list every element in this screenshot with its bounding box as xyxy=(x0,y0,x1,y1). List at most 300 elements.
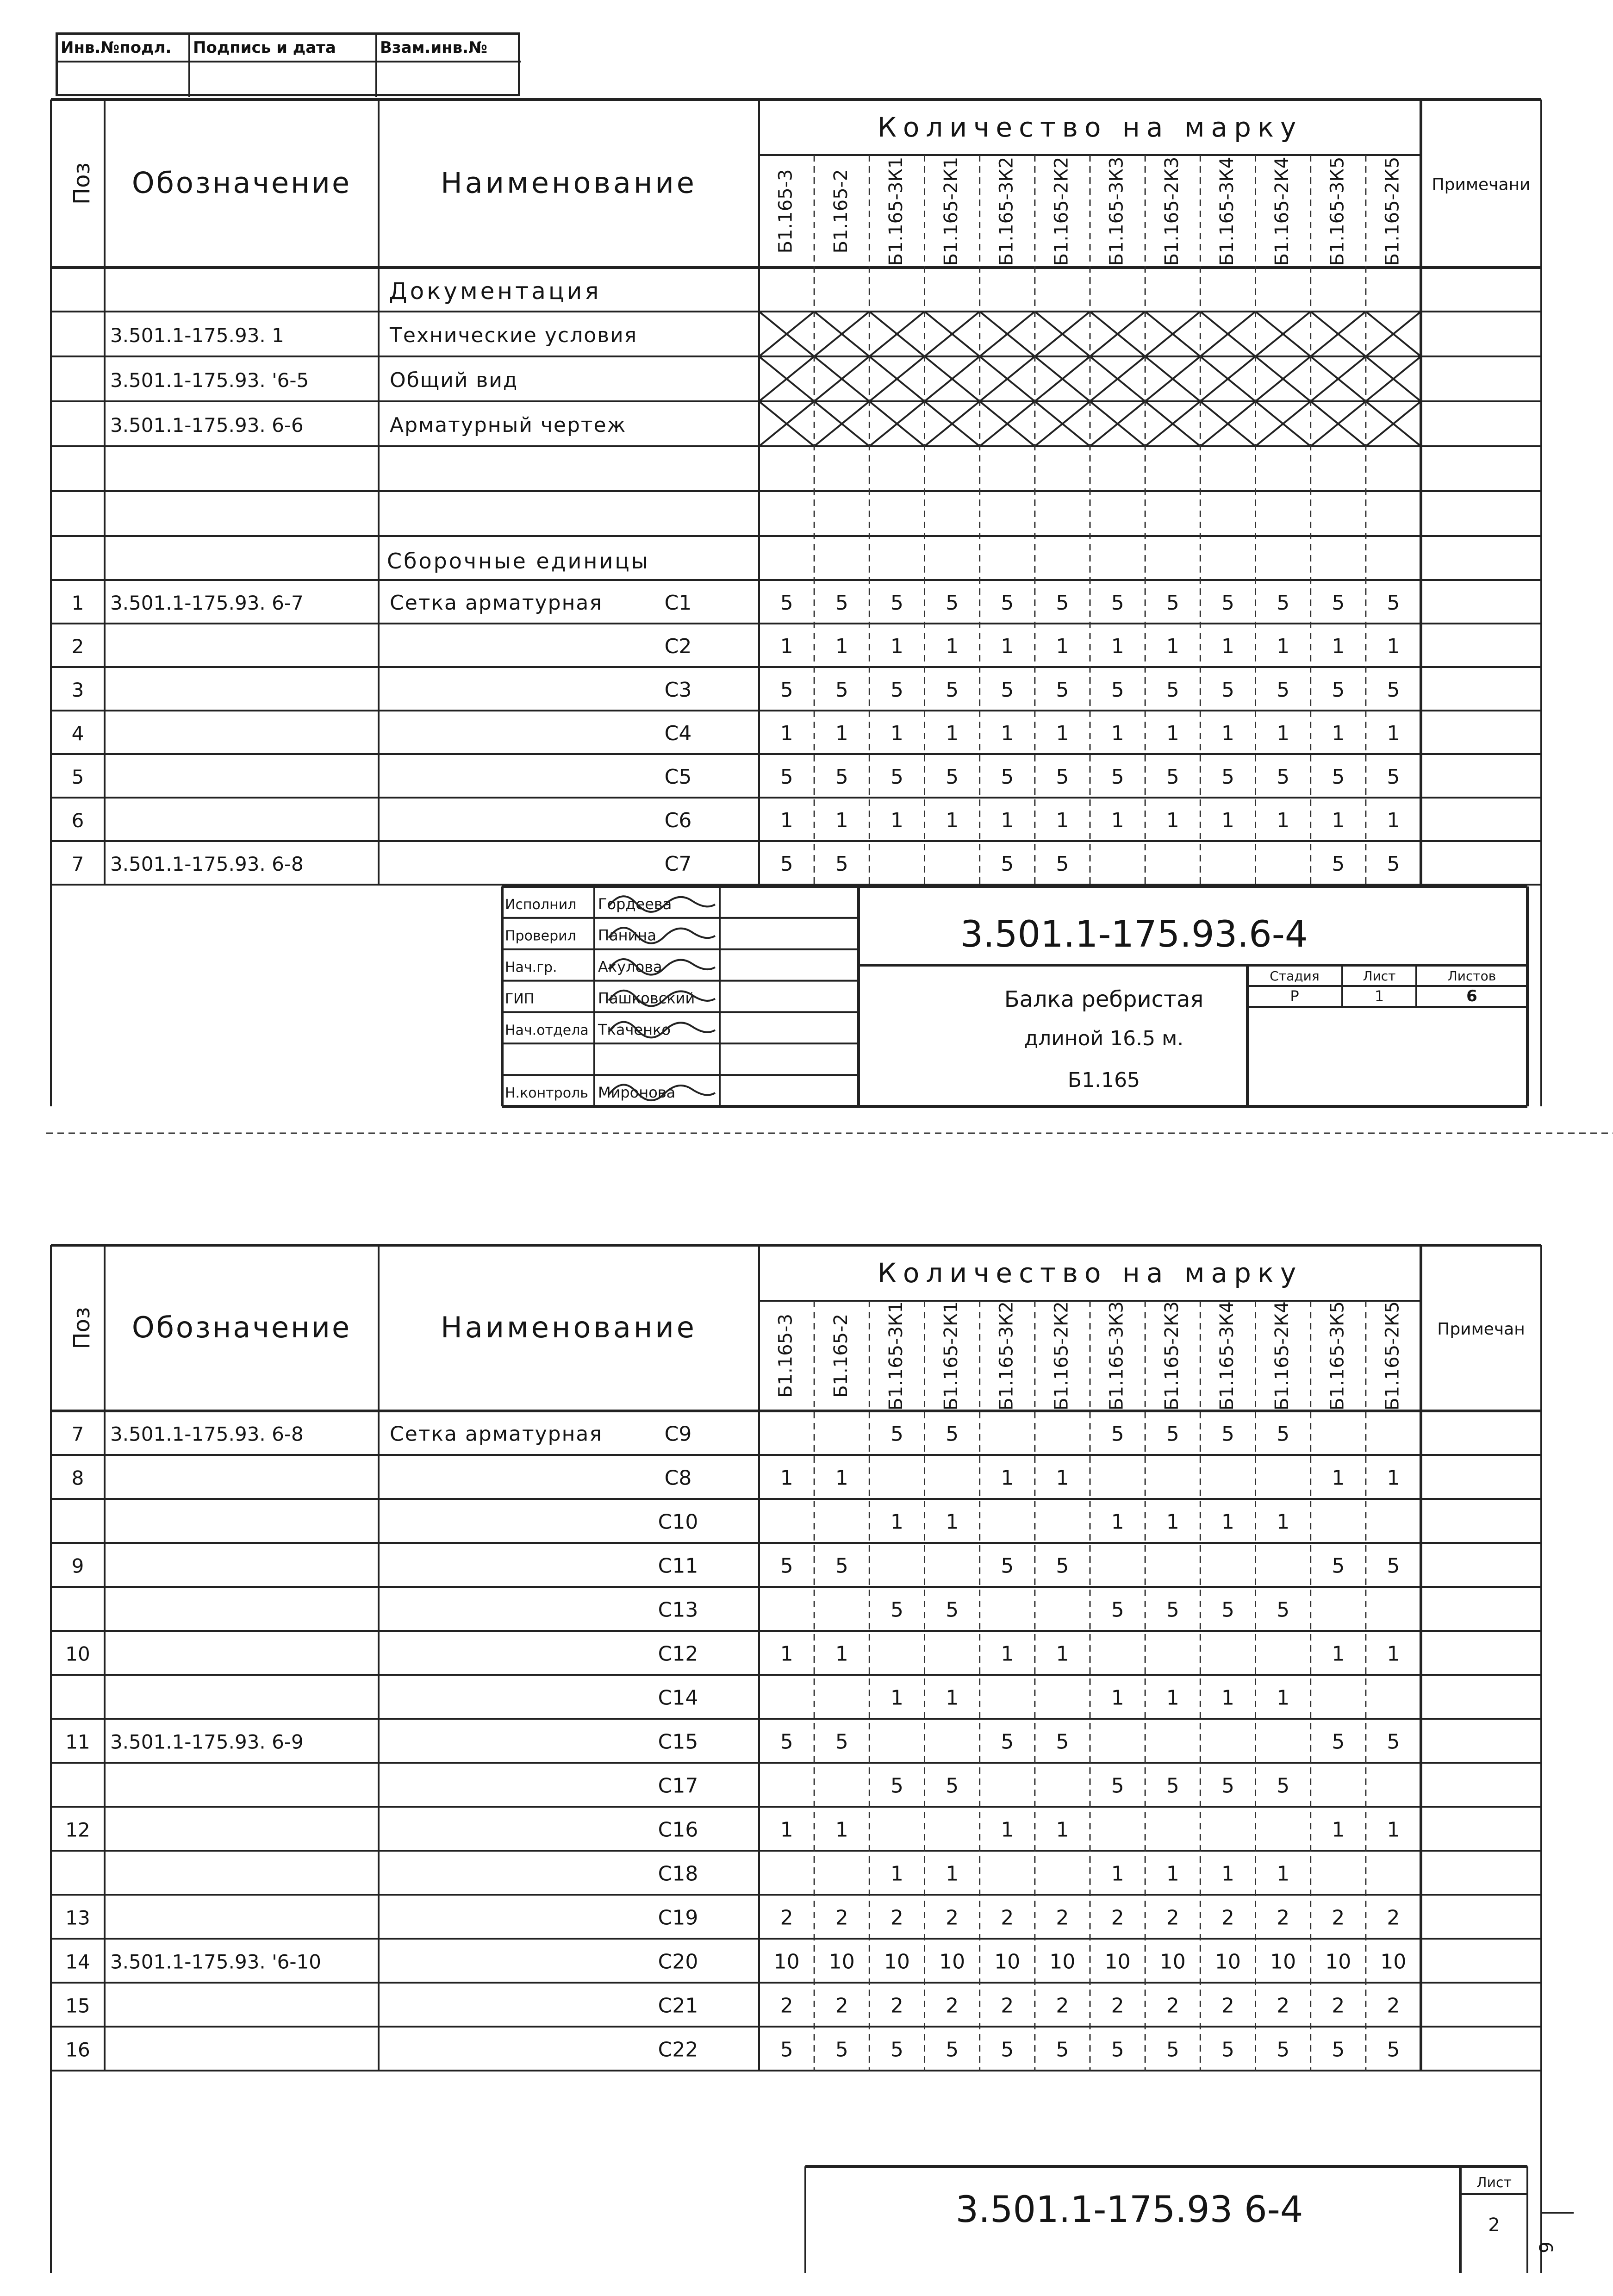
s2-qty-value: 10 xyxy=(1325,1950,1351,1974)
s2-row-code: С19 xyxy=(658,1906,698,1930)
s2-qty-value: 1 xyxy=(1166,1510,1179,1534)
s1-mark-4: Б1.165-2К1 xyxy=(940,156,962,266)
s1-row-oboz: 3.501.1-175.93. 6-8 xyxy=(110,852,304,875)
s1-qty-value: 1 xyxy=(1056,634,1069,658)
s1-qty-value: 1 xyxy=(835,721,848,745)
s1-qty-value: 1 xyxy=(1001,634,1014,658)
s2-qty-value: 1 xyxy=(1221,1510,1234,1534)
s2-qty-value: 2 xyxy=(946,1906,959,1930)
s2-qty-value: 5 xyxy=(890,1774,903,1798)
s1-qty-value: 5 xyxy=(835,852,848,876)
s1-qty-value: 5 xyxy=(1111,591,1124,615)
s1-prim-header: Примечани xyxy=(1432,175,1531,194)
s2-qty-value: 5 xyxy=(1001,1730,1014,1754)
s2-qty-value: 1 xyxy=(1387,1642,1400,1666)
s2-qty-value: 1 xyxy=(1277,1862,1290,1886)
s1-tb-role: Нач.отдела xyxy=(505,1022,589,1039)
s2-mark-1: Б1.165-3 xyxy=(775,1314,797,1398)
s2-qty-value: 2 xyxy=(1166,1994,1179,2018)
s2-qty-value: 1 xyxy=(946,1510,959,1534)
s2-qty-value: 5 xyxy=(1332,2038,1345,2062)
s2-qty-value: 5 xyxy=(1166,1774,1179,1798)
s2-qty-value: 5 xyxy=(1387,2038,1400,2062)
s2-qty-value: 2 xyxy=(1111,1994,1124,2018)
s2-qty-value: 5 xyxy=(1387,1730,1400,1754)
s1-row-naim: Сетка арматурная xyxy=(390,591,603,615)
s2-qty-value: 1 xyxy=(1221,1686,1234,1710)
s2-qty-value: 5 xyxy=(1056,2038,1069,2062)
s2-row-pos: 8 xyxy=(71,1466,84,1490)
s1-qty-value: 1 xyxy=(1332,808,1345,832)
s2-qty-value: 5 xyxy=(1221,1774,1234,1798)
s1-qty-value: 5 xyxy=(1111,765,1124,789)
s1-tb-name: Гордеева xyxy=(598,895,672,913)
s1-qty-value: 5 xyxy=(1332,678,1345,702)
s2-qty-value: 5 xyxy=(1166,1422,1179,1446)
s1-qty-value: 5 xyxy=(1221,765,1234,789)
s2-row-oboz: 3.501.1-175.93. 6-8 xyxy=(110,1423,304,1446)
s2-qty-value: 5 xyxy=(1111,1598,1124,1622)
s1-qty-value: 1 xyxy=(780,721,793,745)
s1-mark-12: Б1.165-2К5 xyxy=(1382,156,1403,266)
s2-qty-value: 5 xyxy=(780,1554,793,1578)
s1-qty-value: 5 xyxy=(1056,591,1069,615)
s1-qty-value: 1 xyxy=(946,634,959,658)
s1-kol-header: Количество на марку xyxy=(877,112,1303,143)
s2-qty-value: 1 xyxy=(1277,1510,1290,1534)
s2-qty-value: 1 xyxy=(780,1466,793,1490)
s1-row-oboz: 3.501.1-175.93. '6-5 xyxy=(110,368,309,392)
s1-qty-value: 5 xyxy=(1001,852,1014,876)
s1-mark-7: Б1.165-3К3 xyxy=(1106,156,1127,266)
s2-qty-value: 1 xyxy=(1111,1686,1124,1710)
s1-qty-value: 5 xyxy=(1001,765,1014,789)
s1-tb-name: Ткаченко xyxy=(598,1021,671,1039)
s1-qty-value: 1 xyxy=(1277,721,1290,745)
s2-qty-value: 2 xyxy=(1221,1906,1234,1930)
s2-qty-value: 5 xyxy=(835,1554,848,1578)
s1-qty-value: 1 xyxy=(946,721,959,745)
s2-qty-value: 2 xyxy=(1056,1994,1069,2018)
s2-qty-value: 2 xyxy=(890,1994,903,2018)
s1-title-line-1: Балка ребристая xyxy=(1004,986,1204,1012)
s2-pos-header: Поз xyxy=(69,1307,95,1349)
s2-row-pos: 12 xyxy=(65,1818,90,1841)
s2-row-code: С22 xyxy=(658,2038,698,2062)
s2-qty-value: 5 xyxy=(1277,1774,1290,1798)
s2-qty-value: 1 xyxy=(1001,1466,1014,1490)
s2-qty-value: 5 xyxy=(1111,1774,1124,1798)
s1-row-naim: Технические условия xyxy=(390,323,638,347)
s1-qty-value: 5 xyxy=(1166,765,1179,789)
s2-qty-value: 10 xyxy=(1049,1950,1076,1974)
s1-tb-role: Исполнил xyxy=(505,896,577,913)
s2-qty-value: 5 xyxy=(1221,1422,1234,1446)
s2-qty-value: 5 xyxy=(1166,1598,1179,1622)
s1-qty-value: 5 xyxy=(780,678,793,702)
s1-stadia-label: Стадия xyxy=(1270,968,1320,984)
s1-row-oboz: 3.501.1-175.93. 6-6 xyxy=(110,413,304,437)
s2-mark-3: Б1.165-3К1 xyxy=(885,1301,907,1410)
s1-row-code: С3 xyxy=(664,678,692,702)
s1-qty-value: 1 xyxy=(1111,634,1124,658)
s1-qty-value: 5 xyxy=(1111,678,1124,702)
s1-qty-value: 1 xyxy=(835,808,848,832)
s1-tb-role: ГИП xyxy=(505,991,535,1007)
s1-qty-value: 5 xyxy=(1387,852,1400,876)
s2-qty-value: 1 xyxy=(1332,1466,1345,1490)
s2-qty-value: 1 xyxy=(1166,1862,1179,1886)
s1-qty-value: 1 xyxy=(1001,808,1014,832)
s2-qty-value: 1 xyxy=(1056,1818,1069,1842)
s1-qty-value: 1 xyxy=(1387,808,1400,832)
s2-qty-value: 10 xyxy=(828,1950,855,1974)
s2-qty-value: 2 xyxy=(1332,1994,1345,2018)
s2-qty-value: 1 xyxy=(1332,1642,1345,1666)
s2-qty-value: 5 xyxy=(946,1422,959,1446)
s1-tb-role: Н.контроль xyxy=(505,1085,588,1101)
s1-mark-6: Б1.165-2К2 xyxy=(1051,156,1072,266)
s1-listov-label: Листов xyxy=(1447,968,1496,984)
s1-tb-role: Проверил xyxy=(505,928,576,944)
s2-qty-value: 1 xyxy=(1221,1862,1234,1886)
s2-row-code: С14 xyxy=(658,1686,698,1710)
s1-row-code: С1 xyxy=(664,591,692,615)
s2-list-label: Лист xyxy=(1476,2175,1512,2191)
s1-qty-value: 5 xyxy=(835,591,848,615)
s2-qty-value: 1 xyxy=(780,1642,793,1666)
s2-qty-value: 5 xyxy=(1111,1422,1124,1446)
s2-qty-value: 1 xyxy=(1056,1642,1069,1666)
sheet-2 xyxy=(0,1148,1613,2296)
s2-row-pos: 16 xyxy=(65,2038,90,2061)
s1-row-code: С5 xyxy=(664,765,692,789)
s2-qty-value: 1 xyxy=(890,1862,903,1886)
stamp-inv-label: Инв.№подл. xyxy=(58,35,190,61)
s2-qty-value: 1 xyxy=(1056,1466,1069,1490)
s1-row-code: С7 xyxy=(664,852,692,876)
s2-mark-10: Б1.165-2К4 xyxy=(1271,1301,1293,1410)
s2-qty-value: 10 xyxy=(884,1950,910,1974)
s2-mark-5: Б1.165-3К2 xyxy=(996,1301,1017,1410)
s2-qty-value: 10 xyxy=(994,1950,1021,1974)
s2-qty-value: 1 xyxy=(1111,1510,1124,1534)
s2-qty-value: 1 xyxy=(1387,1818,1400,1842)
s1-qty-value: 1 xyxy=(1166,808,1179,832)
s2-mark-6: Б1.165-2К2 xyxy=(1051,1301,1072,1410)
s2-qty-value: 1 xyxy=(835,1642,848,1666)
s2-qty-value: 5 xyxy=(890,1598,903,1622)
s1-tb-name: Панина xyxy=(598,926,656,944)
s2-row-code: С11 xyxy=(658,1554,698,1578)
s2-row-oboz: 3.501.1-175.93. '6-10 xyxy=(110,1950,321,1973)
s2-qty-value: 2 xyxy=(1277,1906,1290,1930)
s1-qty-value: 5 xyxy=(835,765,848,789)
s1-qty-value: 5 xyxy=(1001,678,1014,702)
s2-row-code: С9 xyxy=(664,1422,692,1446)
s1-qty-value: 5 xyxy=(1332,765,1345,789)
s2-kol-header: Количество на марку xyxy=(877,1257,1303,1289)
s2-mark-9: Б1.165-3К4 xyxy=(1216,1301,1238,1410)
s1-qty-value: 5 xyxy=(890,591,903,615)
s1-qty-value: 5 xyxy=(1166,591,1179,615)
s2-row-code: С21 xyxy=(658,1994,698,2018)
s2-row-code: С18 xyxy=(658,1862,698,1886)
s2-qty-value: 1 xyxy=(946,1686,959,1710)
s1-row-pos: 7 xyxy=(71,852,84,875)
s2-qty-value: 1 xyxy=(1332,1818,1345,1842)
s1-qty-value: 5 xyxy=(1387,765,1400,789)
s2-qty-value: 1 xyxy=(1277,1686,1290,1710)
s1-qty-value: 1 xyxy=(1056,808,1069,832)
s2-qty-value: 5 xyxy=(1001,2038,1014,2062)
s1-qty-value: 5 xyxy=(1001,591,1014,615)
s1-mark-9: Б1.165-3К4 xyxy=(1216,156,1238,266)
s1-tb-name: Акулова xyxy=(598,958,662,976)
s2-qty-value: 5 xyxy=(780,1730,793,1754)
s1-qty-value: 1 xyxy=(946,808,959,832)
s2-qty-value: 5 xyxy=(1056,1554,1069,1578)
s2-mark-11: Б1.165-3К5 xyxy=(1327,1301,1348,1410)
s2-row-pos: 9 xyxy=(71,1554,84,1578)
s1-row-pos: 5 xyxy=(71,765,84,788)
s1-qty-value: 5 xyxy=(835,678,848,702)
s1-qty-value: 1 xyxy=(1056,721,1069,745)
s1-mark-2: Б1.165-2 xyxy=(830,169,852,254)
s1-section-asm: Сборочные единицы xyxy=(386,549,650,574)
s1-qty-value: 5 xyxy=(946,678,959,702)
s1-qty-value: 1 xyxy=(1387,634,1400,658)
s2-qty-value: 2 xyxy=(780,1906,793,1930)
s2-qty-value: 5 xyxy=(1001,1554,1014,1578)
s1-row-naim: Арматурный чертеж xyxy=(390,413,627,437)
s2-qty-value: 5 xyxy=(1111,2038,1124,2062)
s2-mark-7: Б1.165-3К3 xyxy=(1106,1301,1127,1410)
s2-row-oboz: 3.501.1-175.93. 6-9 xyxy=(110,1730,304,1753)
s1-title-line-3: Б1.165 xyxy=(1067,1068,1140,1092)
s2-qty-value: 2 xyxy=(1387,1994,1400,2018)
s2-qty-value: 5 xyxy=(1166,2038,1179,2062)
s1-row-pos: 1 xyxy=(71,591,84,614)
s1-doc-code: 3.501.1-175.93.6-4 xyxy=(960,914,1308,955)
s1-tb-role: Нач.гр. xyxy=(505,959,557,976)
s2-qty-value: 1 xyxy=(1111,1862,1124,1886)
s2-row-pos: 7 xyxy=(71,1423,84,1446)
s2-qty-value: 10 xyxy=(1104,1950,1131,1974)
s2-qty-value: 1 xyxy=(1387,1466,1400,1490)
s1-qty-value: 5 xyxy=(1332,852,1345,876)
s1-qty-value: 5 xyxy=(946,591,959,615)
s1-qty-value: 1 xyxy=(780,634,793,658)
s1-stadia-value: Р xyxy=(1290,987,1299,1005)
s2-qty-value: 5 xyxy=(1277,1422,1290,1446)
s1-row-code: С4 xyxy=(664,721,692,745)
s2-qty-value: 5 xyxy=(1277,1598,1290,1622)
s2-mark-12: Б1.165-2К5 xyxy=(1382,1301,1403,1410)
s1-oboz-header: Обозначение xyxy=(131,166,352,200)
s2-qty-value: 2 xyxy=(1332,1906,1345,1930)
s2-qty-value: 5 xyxy=(1387,1554,1400,1578)
s2-list-value: 2 xyxy=(1488,2215,1500,2236)
s1-row-code: С2 xyxy=(664,634,692,658)
s2-qty-value: 2 xyxy=(835,1994,848,2018)
s1-tb-name: Миронова xyxy=(598,1084,676,1101)
s1-listov-value: 6 xyxy=(1466,987,1477,1005)
s1-qty-value: 5 xyxy=(890,678,903,702)
s1-qty-value: 1 xyxy=(1166,634,1179,658)
s1-qty-value: 1 xyxy=(1332,721,1345,745)
s1-row-pos: 3 xyxy=(71,678,84,701)
s1-qty-value: 1 xyxy=(890,808,903,832)
s2-row-code: С12 xyxy=(658,1642,698,1666)
s2-oboz-header: Обозначение xyxy=(131,1310,352,1344)
s1-qty-value: 1 xyxy=(1332,634,1345,658)
s1-qty-value: 5 xyxy=(780,852,793,876)
s1-mark-8: Б1.165-2К3 xyxy=(1161,156,1183,266)
s2-qty-value: 10 xyxy=(1380,1950,1407,1974)
s1-tb-name: Пашковский xyxy=(598,989,695,1007)
s1-qty-value: 5 xyxy=(1166,678,1179,702)
s2-mark-2: Б1.165-2 xyxy=(830,1314,852,1398)
s1-pos-header: Поз xyxy=(69,162,95,205)
s2-qty-value: 2 xyxy=(1387,1906,1400,1930)
s1-qty-value: 5 xyxy=(1221,678,1234,702)
stamp-sign-label: Подпись и дата xyxy=(190,35,377,61)
s2-qty-value: 5 xyxy=(946,1598,959,1622)
s2-row-code: С8 xyxy=(664,1466,692,1490)
s1-qty-value: 1 xyxy=(1001,721,1014,745)
s2-qty-value: 1 xyxy=(946,1862,959,1886)
s1-qty-value: 5 xyxy=(1277,765,1290,789)
s2-qty-value: 1 xyxy=(835,1818,848,1842)
s1-section-doc: Документация xyxy=(389,278,602,305)
s1-mark-11: Б1.165-3К5 xyxy=(1327,156,1348,266)
s2-qty-value: 5 xyxy=(835,2038,848,2062)
s2-qty-value: 10 xyxy=(1214,1950,1241,1974)
s2-qty-value: 2 xyxy=(1001,1994,1014,2018)
s1-mark-10: Б1.165-2К4 xyxy=(1271,156,1293,266)
s2-mark-8: Б1.165-2К3 xyxy=(1161,1301,1183,1410)
s1-list-label: Лист xyxy=(1363,968,1396,984)
s2-qty-value: 1 xyxy=(780,1818,793,1842)
stamp-vzam-label: Взам.инв.№ xyxy=(380,38,487,57)
s2-row-pos: 10 xyxy=(65,1642,90,1666)
s2-row-code: С17 xyxy=(658,1774,698,1798)
s1-qty-value: 5 xyxy=(780,591,793,615)
s2-qty-value: 2 xyxy=(1166,1906,1179,1930)
s1-qty-value: 1 xyxy=(1221,634,1234,658)
s2-row-code: С13 xyxy=(658,1598,698,1622)
s2-qty-value: 2 xyxy=(1111,1906,1124,1930)
s2-qty-value: 1 xyxy=(1001,1818,1014,1842)
s1-qty-value: 1 xyxy=(1111,721,1124,745)
s2-qty-value: 5 xyxy=(1056,1730,1069,1754)
s2-qty-value: 10 xyxy=(939,1950,965,1974)
s1-qty-value: 1 xyxy=(1221,721,1234,745)
s2-qty-value: 5 xyxy=(890,2038,903,2062)
s1-row-pos: 2 xyxy=(71,635,84,658)
s2-qty-value: 5 xyxy=(1332,1730,1345,1754)
s2-qty-value: 1 xyxy=(890,1510,903,1534)
s2-qty-value: 2 xyxy=(1277,1994,1290,2018)
s2-mark-4: Б1.165-2К1 xyxy=(940,1301,962,1410)
s1-title-line-2: длиной 16.5 м. xyxy=(1024,1027,1184,1050)
s2-qty-value: 2 xyxy=(1056,1906,1069,1930)
s1-mark-5: Б1.165-3К2 xyxy=(996,156,1017,266)
s2-row-pos: 13 xyxy=(65,1906,90,1929)
s1-qty-value: 1 xyxy=(1277,634,1290,658)
s2-qty-value: 2 xyxy=(1221,1994,1234,2018)
s1-qty-value: 1 xyxy=(1221,808,1234,832)
s1-naim-header: Наименование xyxy=(441,166,697,200)
s1-qty-value: 1 xyxy=(780,808,793,832)
s2-row-naim: Сетка арматурная xyxy=(390,1422,603,1446)
s2-edge-number: 9 xyxy=(1536,2241,1557,2253)
s2-qty-value: 2 xyxy=(835,1906,848,1930)
s2-qty-value: 10 xyxy=(1270,1950,1296,1974)
s2-qty-value: 5 xyxy=(1221,1598,1234,1622)
s1-qty-value: 1 xyxy=(1277,808,1290,832)
s2-qty-value: 2 xyxy=(890,1906,903,1930)
s2-qty-value: 10 xyxy=(1159,1950,1186,1974)
s2-qty-value: 2 xyxy=(946,1994,959,2018)
s2-qty-value: 5 xyxy=(835,1730,848,1754)
s1-row-oboz: 3.501.1-175.93. 6-7 xyxy=(110,591,304,614)
s2-naim-header: Наименование xyxy=(441,1310,697,1344)
s1-qty-value: 1 xyxy=(1111,808,1124,832)
s2-row-code: С20 xyxy=(658,1950,698,1974)
s1-qty-value: 5 xyxy=(1277,678,1290,702)
s2-qty-value: 5 xyxy=(946,2038,959,2062)
s2-qty-value: 2 xyxy=(780,1994,793,2018)
s2-qty-value: 1 xyxy=(1166,1686,1179,1710)
s1-row-pos: 4 xyxy=(71,722,84,745)
s1-qty-value: 5 xyxy=(1387,678,1400,702)
s2-qty-value: 5 xyxy=(946,1774,959,1798)
s2-qty-value: 5 xyxy=(890,1422,903,1446)
s1-qty-value: 5 xyxy=(1056,765,1069,789)
s1-qty-value: 5 xyxy=(1332,591,1345,615)
s1-qty-value: 5 xyxy=(780,765,793,789)
s1-qty-value: 5 xyxy=(1277,591,1290,615)
s2-qty-value: 10 xyxy=(773,1950,800,1974)
s1-row-pos: 6 xyxy=(71,809,84,832)
s2-qty-value: 5 xyxy=(1277,2038,1290,2062)
s2-prim-header: Примечан xyxy=(1437,1320,1525,1339)
s1-row-oboz: 3.501.1-175.93. 1 xyxy=(110,324,284,347)
s2-row-code: С16 xyxy=(658,1818,698,1842)
s1-mark-1: Б1.165-3 xyxy=(775,169,797,254)
s2-qty-value: 1 xyxy=(835,1466,848,1490)
s2-qty-value: 5 xyxy=(1332,1554,1345,1578)
s1-qty-value: 1 xyxy=(835,634,848,658)
s1-row-naim: Общий вид xyxy=(390,368,518,392)
s1-qty-value: 1 xyxy=(890,634,903,658)
s1-qty-value: 1 xyxy=(1387,721,1400,745)
s1-mark-3: Б1.165-3К1 xyxy=(885,156,907,266)
s2-qty-value: 1 xyxy=(890,1686,903,1710)
s1-qty-value: 5 xyxy=(946,765,959,789)
s2-row-code: С15 xyxy=(658,1730,698,1754)
s2-doc-code: 3.501.1-175.93 6-4 xyxy=(955,2189,1303,2231)
s2-row-pos: 11 xyxy=(65,1730,90,1753)
s2-qty-value: 2 xyxy=(1001,1906,1014,1930)
s1-row-code: С6 xyxy=(664,808,692,832)
s1-list-value: 1 xyxy=(1374,987,1384,1005)
s1-qty-value: 5 xyxy=(1387,591,1400,615)
s2-qty-value: 5 xyxy=(1221,2038,1234,2062)
s2-row-pos: 15 xyxy=(65,1994,90,2017)
